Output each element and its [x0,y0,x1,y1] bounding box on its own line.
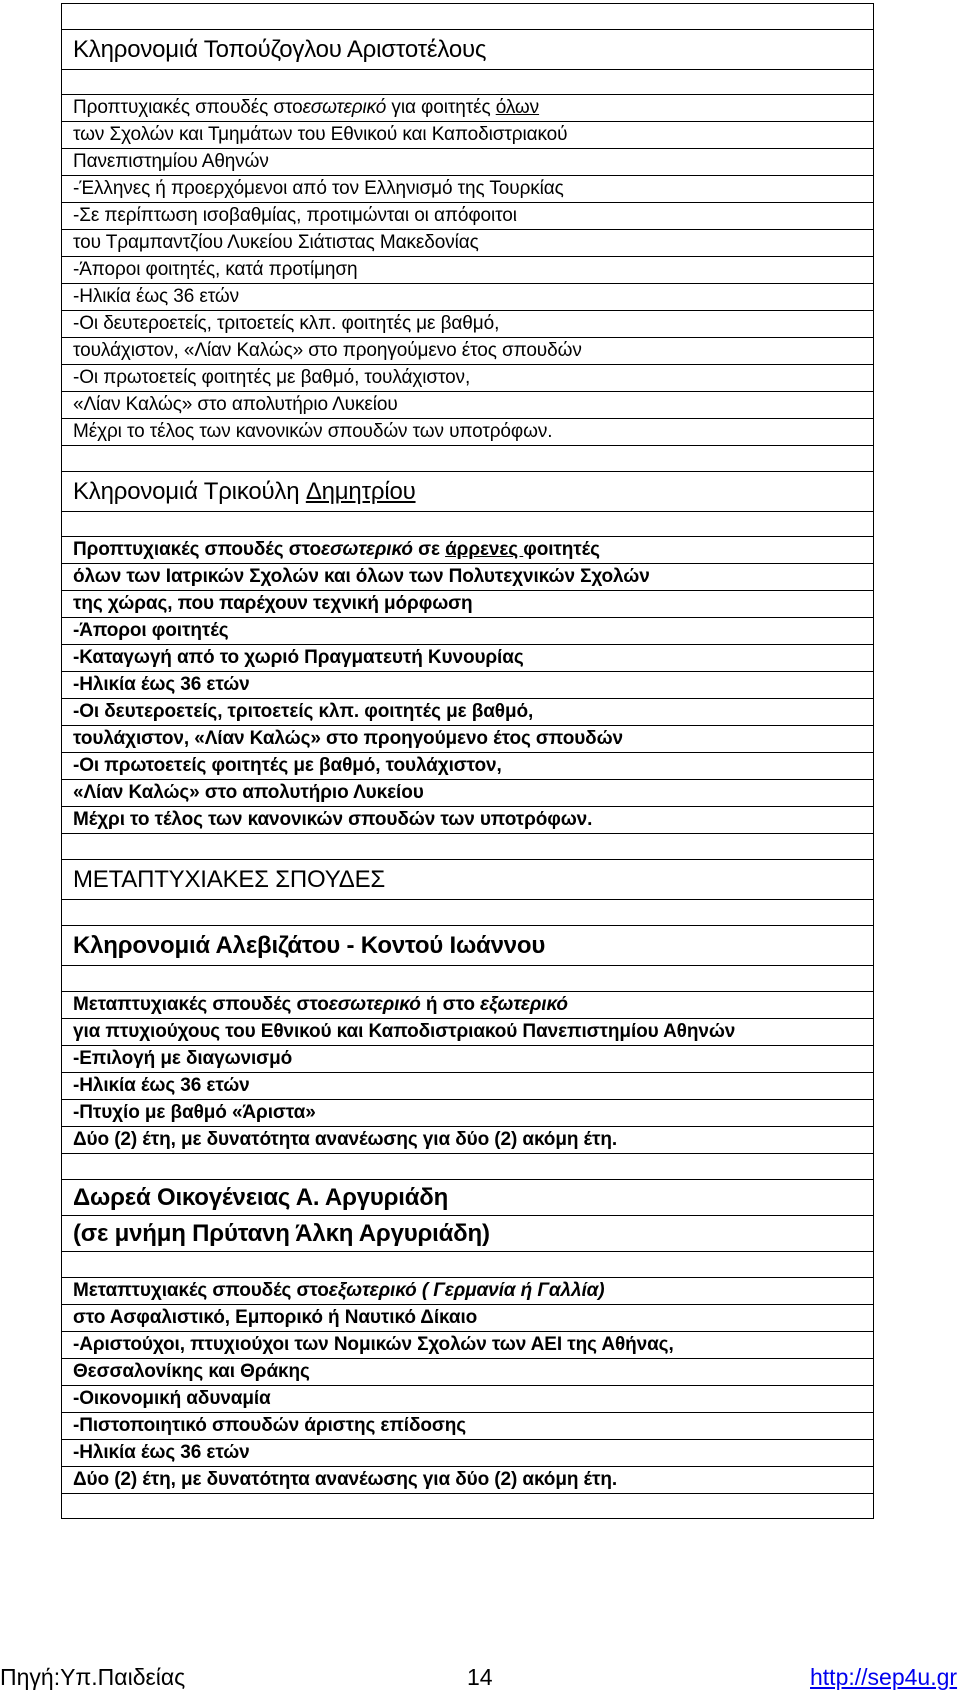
text-run: τουλάχιστον, «Λίαν Καλώς» στο προηγούμενο έτος σπουδών [73,340,582,361]
text-run: όλων των Ιατρικών Σχολών και όλων των Πολυτεχνικών Σχολών [73,566,650,587]
text-row [61,779,874,806]
text-row [61,698,874,725]
title-text: Κληρονομιά Τρικούλη [73,477,306,505]
text-run: Μεταπτυχιακές σπουδές στο [73,994,329,1015]
text-row [61,391,874,418]
text-row [61,1412,874,1439]
text-row [61,752,874,779]
text-run: -Πιστοποιητικό σπουδών άριστης επίδοσης [73,1415,467,1436]
title-text: Δημητρίου [305,477,416,505]
text-row [61,310,874,337]
text-row [61,617,874,644]
text-run: εσωτερικό [302,97,387,118]
text-row [61,806,874,833]
text-row [61,1439,874,1466]
text-row [61,175,874,202]
text-run: -Καταγωγή από το χωριό Πραγματευτή Κυνουρίας [73,647,524,668]
text-row [61,256,874,283]
empty-row [61,69,874,94]
text-row [61,1466,874,1493]
text-row [61,337,874,364]
text-run: -Πτυχίο με βαθμό «Άριστα» [73,1102,316,1123]
page-number: 14 [467,1664,493,1690]
document-table [61,3,874,1608]
section-heading [61,859,874,899]
text-run: για πτυχιούχους του Εθνικού και Καποδιστριακού Πανεπιστημίου Αθηνών [73,1021,736,1042]
scholarship-title [61,471,874,511]
text-run: -Οι δευτεροετείς, τριτοετείς κλπ. φοιτητές με βαθμό, [73,701,534,722]
text-run: όλων [495,97,540,118]
text-run: εσωτερικό [328,994,421,1015]
text-row [61,536,874,563]
text-run: σε [412,539,446,560]
text-run: -Ηλικία έως 36 ετών [73,1075,250,1096]
text-run: για φοιτητές [386,97,496,118]
heading-text: ΜΕΤΑΠΤΥΧΙΑΚΕΣ ΣΠΟΥΔΕΣ [73,865,386,893]
text-run: -Οι πρωτοετείς φοιτητές με βαθμό, τουλάχιστον, [73,367,471,388]
text-run: -Σε περίπτωση ισοβαθμίας, προτιμώνται οι απόφοιτοι [73,205,517,226]
text-run: της χώρας, που παρέχουν τεχνική μόρφωση [73,593,473,614]
text-run: -Άποροι φοιτητές [73,620,229,641]
text-run: -Αριστούχοι, πτυχιούχοι των Νομικών Σχολών των ΑΕΙ της Αθήνας, [73,1334,674,1355]
text-run: στο Ασφαλιστικό, Εμπορικό ή Ναυτικό Δίκαιο [73,1307,478,1328]
text-run: -Ηλικία έως 36 ετών [73,1442,250,1463]
empty-row [61,3,874,29]
title-text: Δωρεά Οικογένειας Α. Αργυριάδη [73,1183,449,1211]
text-run: τουλάχιστον, «Λίαν Καλώς» στο προηγούμενο έτος σπουδών [73,728,624,749]
text-row [61,229,874,256]
text-row [61,418,874,445]
empty-row [61,1153,874,1179]
text-row [61,283,874,310]
text-run: -Άποροι φοιτητές, κατά προτίμηση [73,259,358,280]
text-run: -Ηλικία έως 36 ετών [73,674,250,695]
text-row [61,725,874,752]
text-run: του Τραμπαντζίου Λυκείου Σιάτιστας Μακεδονίας [73,232,479,253]
text-run: Προπτυχιακές σπουδές στο [73,539,321,560]
title-text: Κληρονομιά Τοπούζογλου Αριστοτέλους [73,35,487,63]
empty-row [61,511,874,536]
empty-row [61,1493,874,1519]
text-run: -Επιλογή με διαγωνισμό [73,1048,293,1069]
text-run: εξωτερικό ( Γερμανία ή Γαλλία) [328,1280,605,1301]
text-row [61,1385,874,1412]
scholarship-title [61,925,874,965]
scholarship-subtitle [61,1215,874,1251]
text-row [61,1099,874,1126]
scholarship-title [61,1179,874,1215]
text-row [61,1358,874,1385]
empty-row [61,899,874,925]
text-run: Προπτυχιακές σπουδές στο [73,97,303,118]
source-label: Πηγή:Υπ.Παιδείας [0,1664,186,1690]
text-row [61,202,874,229]
text-run: Δύο (2) έτη, με δυνατότητα ανανέωσης για δύο (2) ακόμη έτη. [73,1129,618,1150]
subtitle-text: (σε μνήμη Πρύτανη Άλκη Αργυριάδη) [73,1219,490,1247]
text-run: -Έλληνες ή προερχόμενοι από τον Ελληνισμό της Τουρκίας [73,178,564,199]
text-run: των Σχολών και Τμημάτων του Εθνικού και Καποδιστριακού [73,124,568,145]
text-row [61,364,874,391]
text-run: «Λίαν Καλώς» στο απολυτήριο Λυκείου [73,782,424,803]
empty-row [61,965,874,991]
scholarship-title [61,29,874,69]
text-run: «Λίαν Καλώς» στο απολυτήριο Λυκείου [73,394,398,415]
text-run: άρρενες [445,539,524,560]
empty-row [61,833,874,859]
text-row [61,991,874,1018]
empty-row [61,445,874,471]
text-row [61,94,874,121]
empty-row [61,1251,874,1277]
text-row [61,121,874,148]
text-run: Πανεπιστημίου Αθηνών [73,151,269,172]
text-row [61,148,874,175]
text-row [61,644,874,671]
text-row [61,563,874,590]
text-run: -Οι πρωτοετείς φοιτητές με βαθμό, τουλάχιστον, [73,755,502,776]
website-link[interactable]: http://sep4u.gr [810,1664,958,1690]
text-run: Μεταπτυχιακές σπουδές στο [73,1280,329,1301]
text-row [61,1331,874,1358]
text-run: -Οι δευτεροετείς, τριτοετείς κλπ. φοιτητές με βαθμό, [73,313,500,334]
title-text: Κληρονομιά Αλεβιζάτου - Κοντού Ιωάννου [73,931,546,959]
text-run: -Ηλικία έως 36 ετών [73,286,240,307]
text-row [61,1126,874,1153]
text-run: -Οικονομική αδυναμία [73,1388,271,1409]
text-row [61,1018,874,1045]
text-run: ή στο [420,994,481,1015]
text-run: Δύο (2) έτη, με δυνατότητα ανανέωσης για δύο (2) ακόμη έτη. [73,1469,618,1490]
text-run: Θεσσαλονίκης και Θράκης [73,1361,310,1382]
text-row [61,1072,874,1099]
text-run: Μέχρι το τέλος των κανονικών σπουδών των υποτρόφων. [73,421,553,442]
text-row [61,1304,874,1331]
page-footer [0,1664,960,1692]
text-row [61,1277,874,1304]
text-row [61,1045,874,1072]
text-row [61,590,874,617]
text-row [61,671,874,698]
text-run: Μέχρι το τέλος των κανονικών σπουδών των υποτρόφων. [73,809,593,830]
text-run: φοιτητές [523,539,600,560]
text-run: εξωτερικό [480,994,568,1015]
text-run: εσωτερικό [320,539,413,560]
